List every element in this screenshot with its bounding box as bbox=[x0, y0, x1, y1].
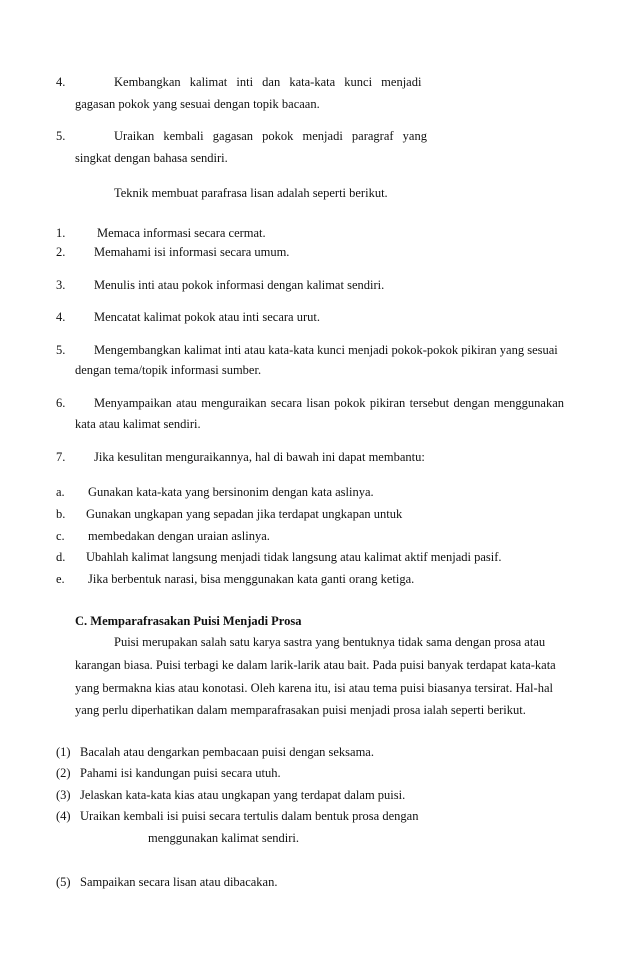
list-number: 7. bbox=[56, 450, 66, 464]
list-item-text: Kembangkan kalimat inti dan kata-kata kunci menjadi bbox=[114, 75, 422, 89]
list-item-text: Ubahlah kalimat langsung menjadi tidak langsung atau kalimat aktif menjadi pasif. bbox=[86, 550, 502, 564]
list-item-text: Gunakan kata-kata yang bersinonim dengan kata aslinya. bbox=[88, 485, 374, 499]
list-item-text: Jika kesulitan menguraikannya, hal di bawah ini dapat membantu: bbox=[94, 450, 425, 464]
list-letter: b. bbox=[56, 507, 66, 521]
list-letter: c. bbox=[56, 529, 65, 543]
list-letter: e. bbox=[56, 572, 65, 586]
list-item-continuation: gagasan pokok yang sesuai dengan topik bacaan. bbox=[75, 97, 320, 111]
list-item-continuation: singkat dengan bahasa sendiri. bbox=[75, 151, 228, 165]
list-number: 3. bbox=[56, 278, 66, 292]
list-letter: d. bbox=[56, 550, 66, 564]
list-item-text: Jelaskan kata-kata kias atau ungkapan yang terdapat dalam puisi. bbox=[80, 788, 406, 802]
paragraph-line: yang perlu diperhatikan dalam memparafrasakan puisi menjadi prosa ialah seperti berikut. bbox=[75, 703, 526, 717]
list-item-text: Pahami isi kandungan puisi secara utuh. bbox=[80, 766, 281, 780]
list-number: 6. bbox=[56, 396, 66, 410]
list-item-text: Mengembangkan kalimat inti atau kata-kata kunci menjadi pokok-pokok pikiran yang sesuai bbox=[94, 343, 558, 357]
list-item-text: Jika berbentuk narasi, bisa menggunakan kata ganti orang ketiga. bbox=[88, 572, 415, 586]
list-item-text: membedakan dengan uraian aslinya. bbox=[88, 529, 270, 543]
list-item-text: Uraikan kembali gagasan pokok menjadi paragraf yang bbox=[114, 129, 427, 143]
list-number: 2. bbox=[56, 245, 66, 259]
list-letter: a. bbox=[56, 485, 65, 499]
list-item-text: Uraikan kembali isi puisi secara tertulis dalam bentuk prosa dengan bbox=[80, 809, 419, 823]
list-item-text: Sampaikan secara lisan atau dibacakan. bbox=[80, 875, 278, 889]
list-number: 4. bbox=[56, 310, 66, 324]
list-number: 5. bbox=[56, 129, 66, 143]
list-number: 5. bbox=[56, 343, 66, 357]
paragraph-line: Puisi merupakan salah satu karya sastra yang bentuknya tidak sama dengan prosa atau bbox=[114, 635, 546, 649]
list-item-continuation: kata atau kalimat sendiri. bbox=[75, 417, 201, 431]
paragraph-line: yang bermakna kias atau konotasi. Oleh karena itu, isi atau tema puisi biasanya tersirat. Hal-hal bbox=[75, 681, 553, 695]
list-item-text: Bacalah atau dengarkan pembacaan puisi dengan seksama. bbox=[80, 745, 374, 759]
intro-sentence: Teknik membuat parafrasa lisan adalah seperti berikut. bbox=[114, 186, 388, 200]
list-item-text: Menulis inti atau pokok informasi dengan kalimat sendiri. bbox=[94, 278, 385, 292]
list-number: (3) bbox=[56, 788, 71, 802]
list-item-text: Mencatat kalimat pokok atau inti secara urut. bbox=[94, 310, 320, 324]
list-number: (4) bbox=[56, 809, 71, 823]
list-item-text: Memahami isi informasi secara umum. bbox=[94, 245, 290, 259]
list-number: 1. bbox=[56, 226, 66, 240]
list-item-text: Gunakan ungkapan yang sepadan jika terdapat ungkapan untuk bbox=[86, 507, 403, 521]
list-number: (2) bbox=[56, 766, 71, 780]
list-item-text: Memaca informasi secara cermat. bbox=[97, 226, 266, 240]
list-item-continuation: dengan tema/topik informasi sumber. bbox=[75, 363, 262, 377]
paragraph-line: karangan biasa. Puisi terbagi ke dalam larik-larik atau bait. Pada puisi banyak terdapat kata-kata bbox=[75, 658, 556, 672]
list-item-text: Menyampaikan atau menguraikan secara lisan pokok pikiran tersebut dengan menggunakan bbox=[94, 396, 565, 410]
list-number: 4. bbox=[56, 75, 66, 89]
section-title: C. Memparafrasakan Puisi Menjadi Prosa bbox=[75, 614, 302, 628]
list-item-continuation: menggunakan kalimat sendiri. bbox=[148, 831, 300, 845]
list-number: (1) bbox=[56, 745, 71, 759]
list-number: (5) bbox=[56, 875, 71, 889]
